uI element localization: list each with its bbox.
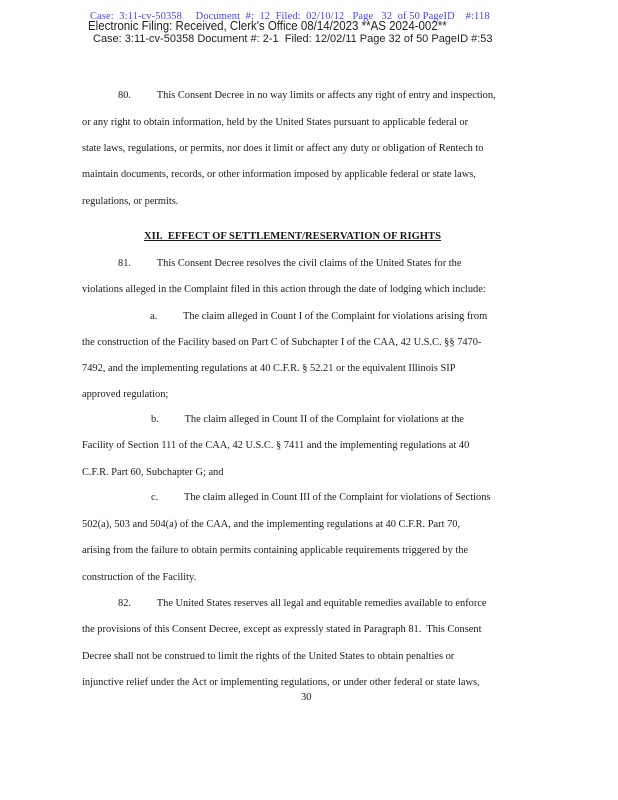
paragraph-81-line-2: violations alleged in the Complaint filed in this action through the date of lodging which include: [82, 284, 486, 295]
item-a-line-4: approved regulation; [82, 389, 169, 400]
electronic-filing-stamp: Electronic Filing: Received, Clerk's Office 08/14/2023 **AS 2024-002** [88, 19, 447, 33]
paragraph-82-line-1: 82. The United States reserves all legal and equitable remedies available to enforce [118, 598, 487, 609]
section-heading: XII. EFFECT OF SETTLEMENT/RESERVATION OF RIGHTS [144, 231, 442, 242]
item-b-line-1: b. The claim alleged in Count II of the Complaint for violations at the [151, 414, 464, 425]
item-b-line-3: C.F.R. Part 60, Subchapter G; and [82, 467, 224, 478]
item-c-line-4: construction of the Facility. [82, 572, 197, 583]
item-b-line-2: Facility of Section 111 of the CAA, 42 U.S.C. § 7411 and the implementing regulations at 40 [82, 440, 470, 451]
paragraph-80-line-1: 80. This Consent Decree in no way limits or affects any right of entry and inspection, [118, 90, 496, 101]
paragraph-80-line-4: maintain documents, records, or other information imposed by applicable federal or state laws, [82, 169, 476, 180]
item-c-line-2: 502(a), 503 and 504(a) of the CAA, and the implementing regulations at 40 C.F.R. Part 70, [82, 519, 461, 530]
paragraph-82-line-4: injunctive relief under the Act or implementing regulations, or under other federal or state laws, [82, 677, 480, 688]
paragraph-81-line-1: 81. This Consent Decree resolves the civil claims of the United States for the [118, 258, 462, 269]
item-c-line-3: arising from the failure to obtain permits containing applicable requirements triggered by the [82, 545, 469, 556]
paragraph-82-line-2: the provisions of this Consent Decree, except as expressly stated in Paragraph 81. This Consent [82, 624, 482, 635]
paragraph-80-line-2: or any right to obtain information, held by the United States pursuant to applicable federal or [82, 117, 469, 128]
item-c-line-1: c. The claim alleged in Count III of the Complaint for violations of Sections [151, 492, 491, 503]
paragraph-82-line-3: Decree shall not be construed to limit the rights of the United States to obtain penalties or [82, 651, 455, 662]
page-number: 30 [301, 692, 312, 703]
court-filing-stamp: Case: 3:11-cv-50358 Document #: 12 Filed: 02/10/12 Page 32 of 50 PageID #:118 [90, 11, 490, 22]
case-header: Case: 3:11-cv-50358 Document #: 2-1 Filed: 12/02/11 Page 32 of 50 PageID #:53 [93, 33, 493, 45]
paragraph-80-line-5: regulations, or permits. [82, 196, 179, 207]
item-a-line-2: the construction of the Facility based on Part C of Subchapter I of the CAA, 42 U.S.C. §§ 7470- [82, 337, 482, 348]
paragraph-80-line-3: state laws, regulations, or permits, nor does it limit or affect any duty or obligation of Rentech to [82, 143, 484, 154]
item-a-line-1: a. The claim alleged in Count I of the Complaint for violations arising from [150, 311, 488, 322]
item-a-line-3: 7492, and the implementing regulations at 40 C.F.R. § 52.21 or the equivalent Illinois SIP [82, 363, 456, 374]
